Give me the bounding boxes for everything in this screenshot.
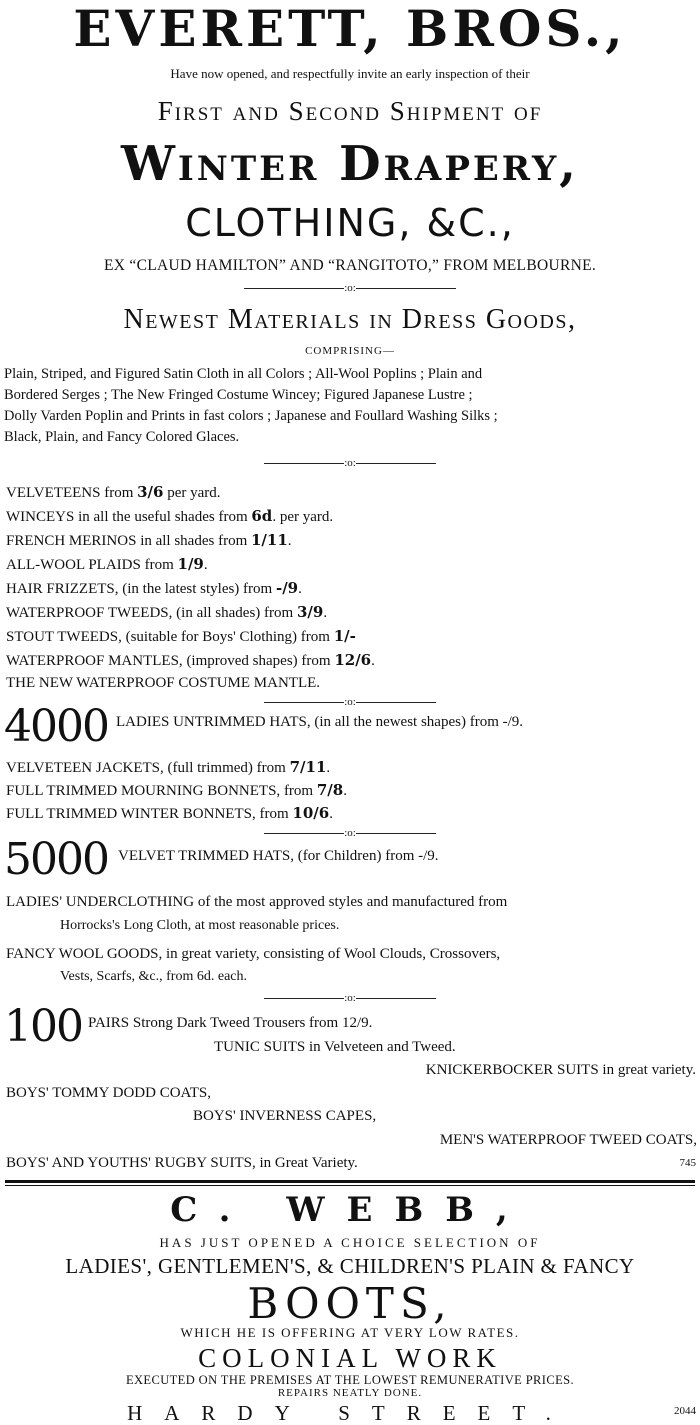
item-name: FRENCH MERINOS (6, 533, 137, 549)
item-tail: . (326, 760, 331, 776)
webb-title: C. WEBB, (170, 1190, 530, 1230)
list-item (6, 577, 696, 600)
separator-dash (264, 702, 344, 703)
item-text: from (280, 783, 317, 799)
velvet-number: 5000 (4, 834, 108, 885)
separator (0, 991, 700, 1005)
separator-dash (356, 998, 436, 999)
item-price: 1/11 (251, 531, 288, 549)
separator-dash (244, 288, 344, 289)
item-name: FULL TRIMMED WINTER BONNETS, (6, 806, 256, 822)
item-text: (in the latest styles) from (118, 581, 276, 597)
ad-title: EVERETT, BROS., (73, 0, 627, 58)
separator-dash (356, 833, 436, 834)
item-name: VELVETEEN JACKETS, (6, 760, 164, 776)
webb-opened: HAS JUST OPENED A CHOICE SELECTION OF (159, 1235, 541, 1250)
mens-line: MEN'S WATERPROOF TWEED COATS, (439, 1132, 697, 1148)
list-item (6, 672, 696, 694)
separator-dash (356, 288, 456, 289)
item-price: -/9 (275, 579, 299, 597)
list-item (6, 625, 696, 648)
item-text: from (100, 485, 138, 501)
ex-line: EX “CLAUD HAMILTON” AND “RANGITOTO,” FROM MELBOURNE. (103, 257, 597, 274)
materials-heading: Newest Materials in Dress Goods, (123, 304, 577, 335)
item-price: 1/- (333, 627, 356, 645)
item-tail: . (203, 557, 208, 573)
item-name: FULL TRIMMED MOURNING BONNETS, (6, 783, 281, 799)
item-name: HAIR FRIZZETS, (6, 581, 119, 597)
list-item (6, 649, 696, 672)
pairs-text: PAIRS Strong Dark Tweed Trousers from 12/9. (88, 1015, 373, 1031)
list-item (6, 553, 696, 576)
item-tail: . (287, 533, 292, 549)
item-tail: . (371, 653, 375, 669)
list-item (6, 756, 696, 779)
list-item (6, 529, 696, 552)
divider (5, 1180, 695, 1183)
separator-dash (356, 702, 436, 703)
inverness-line: BOYS' INVERNESS CAPES, (193, 1108, 377, 1124)
dress-goods-line: Bordered Serges ; The New Fringed Costume Wincey; Figured Japanese Lustre ; (4, 387, 473, 403)
item-name: VELVETEENS (6, 485, 101, 501)
webb-ad-number: 2044 (674, 1405, 696, 1417)
item-name: STOUT TWEEDS, (6, 629, 122, 645)
separator-mark: :o: (344, 282, 356, 294)
list-item (6, 601, 696, 624)
comprising-label: COMPRISING— (305, 345, 395, 357)
rugby-line: BOYS' AND YOUTHS' RUGBY SUITS, in Great Variety. (6, 1155, 358, 1171)
item-name: WATERPROOF MANTLES, (6, 653, 183, 669)
separator-dash (264, 463, 344, 464)
item-price: 7/11 (289, 758, 327, 776)
separator (0, 456, 700, 470)
separator-mark: :o: (344, 992, 356, 1004)
item-price: 12/6 (334, 651, 372, 669)
separator-mark: :o: (344, 827, 356, 839)
item-price: 1/9 (177, 555, 204, 573)
separator-mark: :o: (344, 696, 356, 708)
shipment-heading: First and Second Shipment of (157, 96, 543, 126)
webb-executed: EXECUTED ON THE PREMISES AT THE LOWEST REMUNERATIVE PRICES. (125, 1373, 575, 1387)
item-name: ALL-WOOL PLAIDS (6, 557, 141, 573)
tommy-line: BOYS' TOMMY DODD COATS, (6, 1085, 211, 1101)
ad-number: 745 (679, 1157, 696, 1169)
item-tail: . (329, 806, 333, 822)
separator-dash (264, 833, 344, 834)
hats-number: 4000 (4, 701, 108, 752)
dress-goods-line: Dolly Varden Poplin and Prints in fast colors ; Japanese and Foullard Washing Silks ; (4, 408, 498, 424)
dress-goods-line: Black, Plain, and Fancy Colored Glaces. (4, 429, 240, 445)
separator-dash (264, 998, 344, 999)
velvet-text: VELVET TRIMMED HATS, (for Children) from -/9. (118, 848, 439, 864)
pairs-number: 100 (4, 1001, 82, 1052)
item-name: WATERPROOF TWEEDS, (6, 605, 173, 621)
item-tail: . per yard. (272, 509, 334, 525)
webb-repairs: REPAIRS NEATLY DONE. (277, 1387, 423, 1399)
item-tail: per yard. (163, 485, 221, 501)
knicker-line: KNICKERBOCKER SUITS in great variety. (425, 1062, 696, 1078)
separator (0, 281, 700, 295)
webb-offering: WHICH HE IS OFFERING AT VERY LOW RATES. (180, 1325, 520, 1340)
drapery-heading: Winter Drapery, (120, 136, 579, 192)
item-text: from (255, 806, 293, 822)
item-name: WINCEYS (6, 509, 75, 525)
hats-text: LADIES UNTRIMMED HATS, (in all the newest shapes) from -/9. (116, 714, 524, 730)
underclothing-line: Horrocks's Long Cloth, at most reasonable prices. (60, 918, 340, 933)
wool-line: Vests, Scarfs, &c., from 6d. each. (60, 969, 248, 984)
webb-street: HARDY STREET. (127, 1401, 573, 1425)
list-item (6, 802, 696, 825)
item-price: 3/6 (137, 483, 164, 501)
item-tail: . (323, 605, 328, 621)
tunic-line: TUNIC SUITS in Velveteen and Tweed. (214, 1039, 456, 1055)
clothing-heading: CLOTHING, &C., (185, 201, 515, 245)
item-text: (suitable for Boys' Clothing) from (121, 629, 334, 645)
item-tail: . (298, 581, 302, 597)
item-tail: . (343, 783, 347, 799)
webb-ladies: LADIES', GENTLEMEN'S, & CHILDREN'S PLAIN & FANCY (65, 1254, 635, 1278)
wool-line: FANCY WOOL GOODS, in great variety, consisting of Wool Clouds, Crossovers, (6, 946, 501, 962)
list-item (6, 481, 696, 504)
webb-colonial: COLONIAL WORK (198, 1343, 502, 1373)
divider (5, 1185, 695, 1186)
item-price: 3/9 (296, 603, 324, 621)
item-text: (full trimmed) from (163, 760, 290, 776)
webb-boots: BOOTS, (247, 1279, 453, 1328)
item-text: (in all shades) from (172, 605, 297, 621)
item-price: 10/6 (292, 804, 330, 822)
intro-line: Have now opened, and respectfully invite an early inspection of their (170, 66, 530, 81)
underclothing-line: LADIES' UNDERCLOTHING of the most approved styles and manufactured from (6, 894, 508, 910)
list-item (6, 779, 696, 802)
separator-mark: :o: (344, 457, 356, 469)
item-text: in all the useful shades from (74, 509, 252, 525)
item-text: (improved shapes) from (182, 653, 335, 669)
item-price: 6d (251, 507, 273, 525)
item-name: THE NEW WATERPROOF COSTUME MANTLE. (6, 675, 321, 691)
list-item (6, 505, 696, 528)
item-price: 7/8 (316, 781, 344, 799)
separator-dash (356, 463, 436, 464)
item-text: from (140, 557, 178, 573)
dress-goods-line: Plain, Striped, and Figured Satin Cloth in all Colors ; All-Wool Poplins ; Plain and (4, 366, 483, 382)
item-text: in all shades from (136, 533, 251, 549)
